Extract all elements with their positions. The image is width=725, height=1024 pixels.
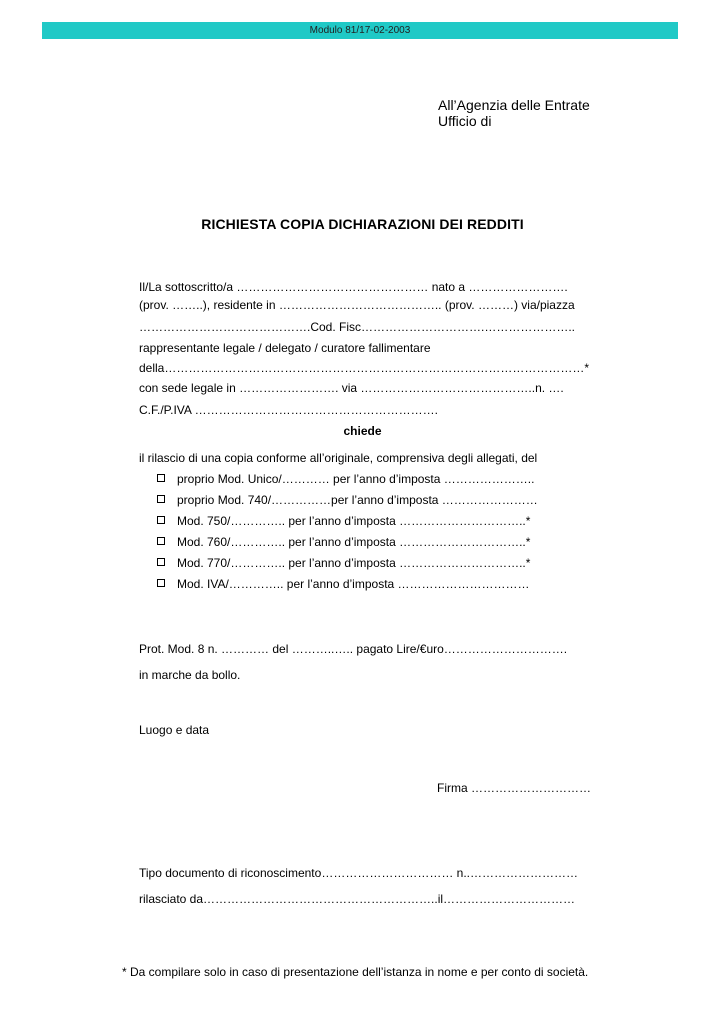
option-iva[interactable] xyxy=(157,577,530,591)
id-issued-line: rilasciato da…………………………………………………..il…………………………… xyxy=(139,892,576,906)
option-label: Mod. 750/………….. per l’anno d’imposta …………………………..* xyxy=(177,514,531,528)
recipient-block xyxy=(438,97,590,129)
declarant-line-6: con sede legale in ……………………. via ……………………………………..n. …. xyxy=(139,381,564,395)
declarant-line-1: Il/La sottoscritto/a ………………………………………… nato a ……………………. xyxy=(139,280,568,294)
checkbox-icon[interactable] xyxy=(157,537,165,545)
option-label: Mod. 770/………….. per l’anno d’imposta …………………………..* xyxy=(177,556,531,570)
module-code-bar xyxy=(42,22,678,39)
option-760[interactable] xyxy=(157,535,530,549)
payment-stamps-line: in marche da bollo. xyxy=(139,668,241,682)
recipient-agency: All’Agenzia delle Entrate xyxy=(438,97,590,113)
request-text: il rilascio di una copia conforme all’originale, comprensiva degli allegati, del xyxy=(139,451,538,465)
checkbox-icon[interactable] xyxy=(157,516,165,524)
recipient-office: Ufficio di xyxy=(438,113,492,129)
option-label: proprio Mod. Unico/………… per l’anno d’imposta ………………….. xyxy=(177,472,535,486)
option-unico[interactable] xyxy=(157,472,534,486)
module-code: Modulo 81/17-02-2003 xyxy=(309,25,411,36)
checkbox-icon[interactable] xyxy=(157,558,165,566)
declarant-line-7: C.F./P.IVA ……………………………………………………. xyxy=(139,403,438,417)
option-740[interactable] xyxy=(157,493,538,507)
option-label: proprio Mod. 740/……………per l’anno d’imposta …………………… xyxy=(177,493,538,507)
option-label: Mod. 760/………….. per l’anno d’imposta …………………………..* xyxy=(177,535,531,549)
place-date-label: Luogo e data xyxy=(139,723,210,737)
id-document-line: Tipo documento di riconoscimento…………………………… n..……………………… xyxy=(139,866,578,880)
checkbox-icon[interactable] xyxy=(157,579,165,587)
declarant-line-5: della……………………………………………………………………………………………* xyxy=(139,361,590,375)
declarant-line-4: rappresentante legale / delegato / curatore fallimentare xyxy=(139,341,431,355)
checkbox-icon[interactable] xyxy=(157,495,165,503)
footnote: * Da compilare solo in caso di presentazione dell’istanza in nome e per conto di società. xyxy=(122,965,589,979)
signature-field: Firma ………………………… xyxy=(437,781,591,795)
checkbox-icon[interactable] xyxy=(157,474,165,482)
option-770[interactable] xyxy=(157,556,530,570)
declarant-line-2: (prov. ……..), residente in ………………………………….. (prov. ………) via/piazza xyxy=(139,298,575,312)
option-750[interactable] xyxy=(157,514,530,528)
option-label: Mod. IVA/………….. per l’anno d’imposta …………………………… xyxy=(177,577,530,591)
chiede-heading: chiede xyxy=(343,424,382,438)
declarant-line-3: …………………………………….Cod. Fisc………………………….………………….. xyxy=(139,320,576,334)
document-title: RICHIESTA COPIA DICHIARAZIONI DEI REDDITI xyxy=(201,216,524,232)
payment-line: Prot. Mod. 8 n. ………… del ………..….. pagato Lire/€uro…………………………. xyxy=(139,642,568,656)
